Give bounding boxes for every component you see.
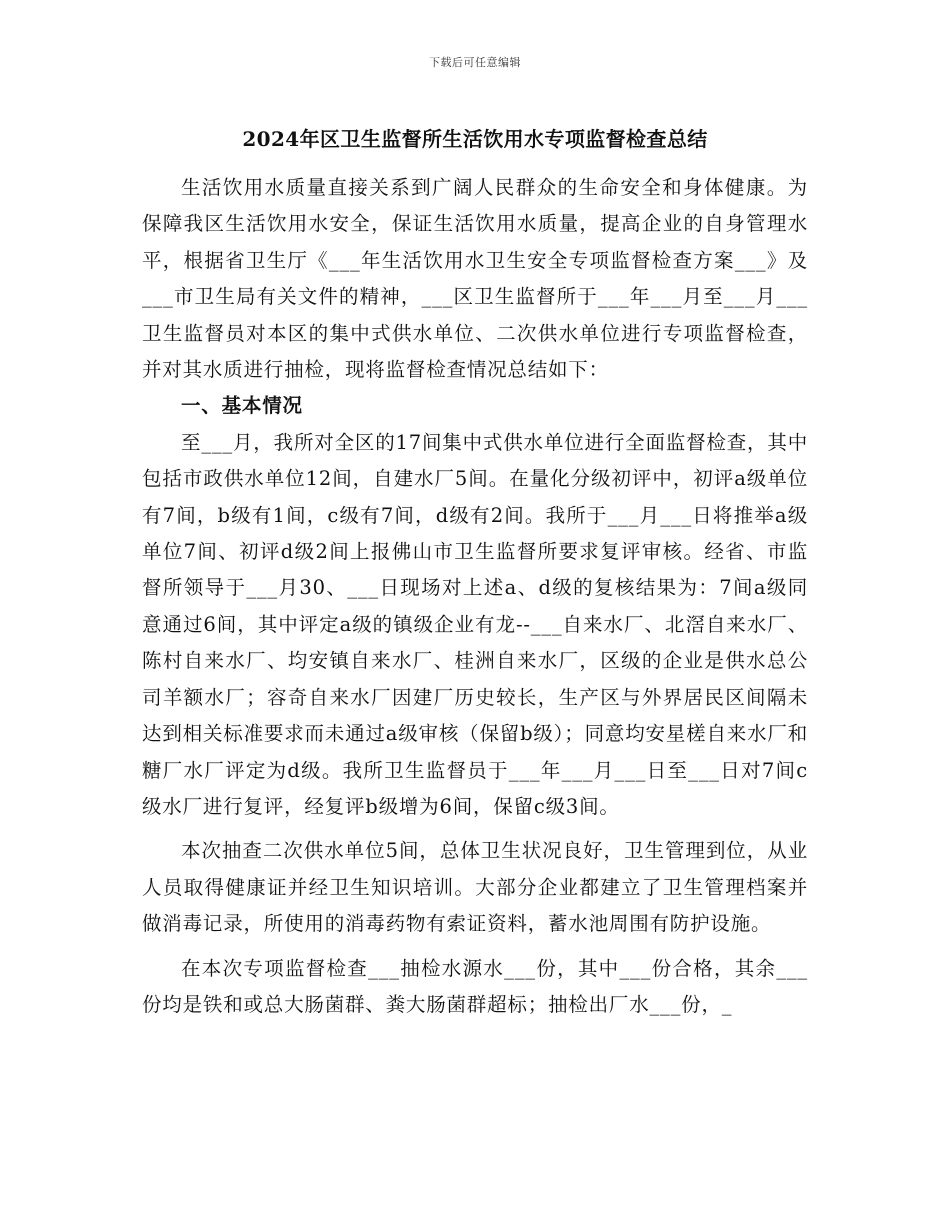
document-body: [142, 170, 808, 1023]
paragraph-secondary-supply: 本次抽查二次供水单位5间，总体卫生状况良好，卫生管理到位，从业人员取得健康证并经卫生知识培训。大部分企业都建立了卫生管理档案并做消毒记录，所使用的消毒药物有索证资料，蓄水池周围有防护设施。: [142, 839, 808, 936]
paragraph-central-supply: 至___月，我所对全区的17间集中式供水单位进行全面监督检查，其中包括市政供水单位12间，自建水厂5间。在量化分级初评中，初评a级单位有7间，b级有1间，c级有7间，d级有2间。我所于___月___日将推举a级单位7间、初评d级2间上报佛山市卫生监督所要求复评审核。经省、市监督所领导于___月30、___日现场对上述a、d级的复核结果为：7间a级同意通过6间，其中评定a级的镇级企业有龙--___自来水厂、北滘自来水厂、陈村自来水厂、均安镇自来水厂、桂洲自来水厂，区级的企业是供水总公司羊额水厂；容奇自来水厂因建厂历史较长，生产区与外界居民区间隔未达到相关标准要求而未通过a级审核（保留b级）；同意均安星槎自来水厂和糖厂水厂评定为d级。我所卫生监督员于___年___月___日至___日对7间c级水厂进行复评，经复评b级增为6间，保留c级3间。: [142, 430, 808, 818]
section-heading-basic-situation: 一、基本情况: [181, 394, 303, 418]
document-title: 2024年区卫生监督所生活饮用水专项监督检查总结: [242, 127, 708, 151]
paragraph-intro: 生活饮用水质量直接关系到广阔人民群众的生命安全和身体健康。为保障我区生活饮用水安全，保证生活饮用水质量，提高企业的自身管理水平，根据省卫生厅《___年生活饮用水卫生安全专项监督检查方案___》及___市卫生局有关文件的精神，___区卫生监督所于___年___月至___月___卫生监督员对本区的集中式供水单位、二次供水单位进行专项监督检查，并对其水质进行抽检，现将监督检查情况总结如下：: [142, 176, 808, 382]
header-note: 下载后可任意编辑: [429, 56, 521, 69]
paragraph-water-sampling: 在本次专项监督检查___抽检水源水___份，其中___份合格，其余___份均是铁和或总大肠菌群、粪大肠菌群超标；抽检出厂水___份，_: [142, 956, 808, 1016]
